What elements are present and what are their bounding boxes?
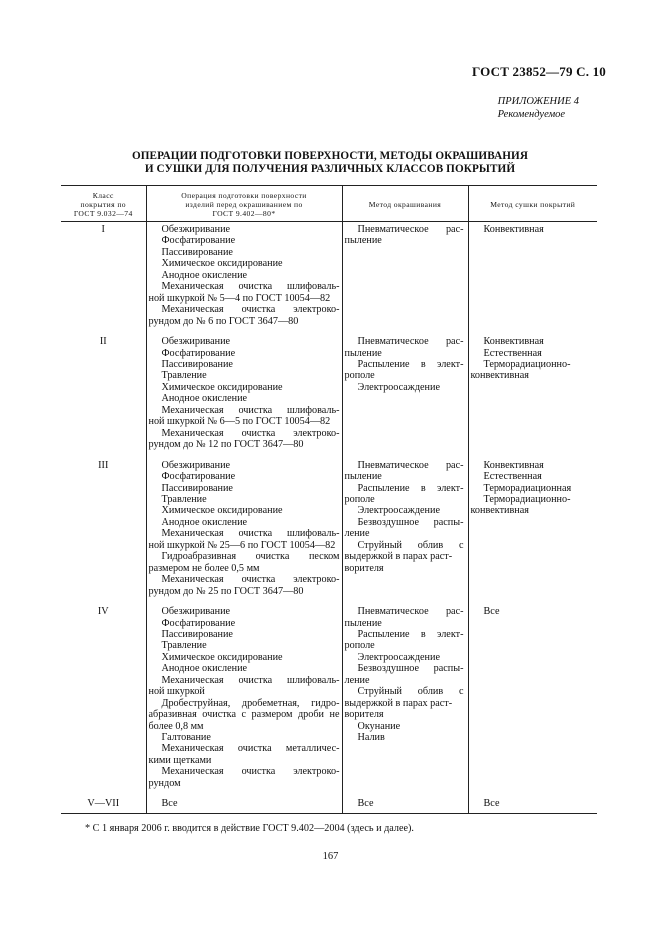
cell-line: кими щетками: [148, 754, 212, 766]
cell-line: Механическая очистка электроко-: [161, 574, 340, 586]
cell-line: пыление: [344, 347, 382, 359]
cell-line: Механическая очистка шлифоваль-: [161, 674, 340, 686]
drying-method-cell: [468, 334, 597, 458]
header-class-line-3: ГОСТ 9.032—74: [73, 209, 133, 218]
cell-line: ление: [344, 528, 370, 540]
cell-line: Все: [483, 798, 500, 810]
cell-line: Обезжиривание: [161, 336, 231, 348]
cell-line: Фосфатирование: [161, 347, 236, 359]
document-reference: ГОСТ 23852—79 С. 10: [472, 64, 606, 79]
cell-line: Гидроабразивная очистка песком: [161, 551, 340, 563]
cell-line: ной шкуркой: [148, 686, 205, 698]
cell-line: Распыление в элект-: [357, 482, 464, 494]
cell-line: Анодное окисление: [161, 269, 248, 281]
drying-method-cell: [468, 604, 597, 796]
cell-line: пыление: [344, 471, 382, 483]
preparation-cell: [146, 334, 342, 458]
table-row: [61, 222, 597, 335]
cell-line: Пневматическое рас-: [357, 224, 464, 235]
cell-line: Химическое оксидирование: [161, 258, 283, 270]
header-class-line-1: Класс: [92, 191, 114, 200]
cell-line: рундом до № 25 по ГОСТ 3647—80: [148, 585, 304, 597]
table-title: [60, 150, 600, 176]
header-prep-line-1: Операция подготовки поверхности: [181, 191, 307, 200]
cell-line: Безвоздушное распы-: [357, 516, 464, 528]
cell-line: ной шкуркой № 6—5 по ГОСТ 10054—82: [148, 416, 331, 428]
cell-line: рундом: [148, 777, 181, 789]
cell-line: конвективная: [470, 370, 529, 382]
cell-line: Электроосаждение: [357, 505, 440, 517]
cell-line: Терморадиационно-: [483, 358, 571, 370]
cell-line: рундом до № 12 по ГОСТ 3647—80: [148, 439, 304, 451]
cell-line: более 0,8 мм: [148, 720, 204, 732]
cell-line: Терморадиационно-: [483, 493, 571, 505]
cell-line: ной шкуркой № 25—6 по ГОСТ 10054—82: [148, 539, 336, 551]
painting-method-cell: [342, 796, 468, 813]
header-painting-method: Метод окрашивания: [342, 186, 468, 222]
header-preparation: [146, 186, 342, 222]
cell-line: Струйный облив с: [357, 539, 464, 551]
cell-line: Анодное окисление: [161, 393, 248, 405]
coating-classes-table: [61, 185, 597, 814]
cell-line: рундом до № 6 по ГОСТ 3647—80: [148, 315, 299, 327]
painting-method-cell: [342, 604, 468, 796]
cell-line: Естественная: [483, 471, 542, 483]
appendix-status: Рекомендуемое: [497, 109, 566, 120]
cell-line: Обезжиривание: [161, 606, 231, 618]
header-prep-line-2: изделий перед окрашиванием по: [185, 200, 303, 209]
cell-line: Химическое оксидирование: [161, 651, 283, 663]
preparation-cell: [146, 604, 342, 796]
coating-class-cell: V—VII: [61, 796, 146, 813]
cell-line: Электроосаждение: [357, 381, 440, 393]
cell-line: ной шкуркой № 5—4 по ГОСТ 10054—82: [148, 292, 331, 304]
painting-method-cell: [342, 222, 468, 335]
cell-line: Пассивирование: [161, 628, 233, 640]
cell-line: ворителя: [344, 562, 384, 574]
coating-class-cell: IV: [97, 606, 109, 618]
header-prep-line-3: ГОСТ 9.402—80*: [212, 209, 276, 218]
preparation-cell: [146, 796, 342, 813]
cell-line: Фосфатирование: [161, 617, 236, 629]
table-row: [61, 604, 597, 796]
title-line-2: И СУШКИ ДЛЯ ПОЛУЧЕНИЯ РАЗЛИЧНЫХ КЛАССОВ ПОКРЫТИЙ: [144, 163, 516, 175]
cell-line: Налив: [357, 732, 385, 744]
drying-method-cell: [468, 222, 597, 335]
cell-line: Химическое оксидирование: [161, 505, 283, 517]
cell-line: Пассивирование: [161, 246, 233, 258]
cell-line: Распыление в элект-: [357, 628, 464, 640]
cell-line: Терморадиационная: [483, 482, 572, 494]
painting-method-cell: [342, 458, 468, 604]
page-number: 167: [322, 851, 339, 862]
drying-method-cell: [468, 458, 597, 604]
cell-line: Безвоздушное распы-: [357, 663, 464, 675]
cell-line: Обезжиривание: [161, 459, 231, 471]
cell-line: Конвективная: [483, 459, 544, 471]
header-class: [61, 186, 146, 222]
cell-line: пыление: [344, 617, 382, 629]
cell-line: Все: [357, 798, 374, 810]
cell-line: Все: [483, 606, 500, 618]
cell-line: Дробеструйная, дробеметная, гидро-: [161, 697, 340, 709]
cell-line: ворителя: [344, 709, 384, 721]
cell-line: Распыление в элект-: [357, 358, 464, 370]
cell-line: Механическая очистка шлифоваль-: [161, 528, 340, 540]
cell-line: рополе: [344, 640, 375, 652]
cell-line: Механическая очистка шлифоваль-: [161, 281, 340, 293]
cell-line: рополе: [344, 370, 375, 382]
appendix-label: ПРИЛОЖЕНИЕ 4: [497, 96, 579, 107]
table-row: [61, 458, 597, 604]
cell-line: Конвективная: [483, 224, 544, 235]
coating-class-cell: III: [98, 459, 109, 471]
cell-line: Травление: [161, 370, 207, 382]
cell-line: Электроосаждение: [357, 651, 440, 663]
cell-line: Конвективная: [483, 336, 544, 348]
coating-class-cell: II: [99, 336, 107, 348]
title-line-1: ОПЕРАЦИИ ПОДГОТОВКИ ПОВЕРХНОСТИ, МЕТОДЫ ОКРАШИВАНИЯ: [131, 150, 529, 162]
cell-line: Струйный облив с: [357, 686, 464, 698]
cell-line: Механическая очистка электроко-: [161, 427, 340, 439]
cell-line: конвективная: [470, 505, 529, 517]
cell-line: Пневматическое рас-: [357, 459, 464, 471]
cell-line: Обезжиривание: [161, 224, 231, 235]
cell-line: Фосфатирование: [161, 471, 236, 483]
table-row: [61, 334, 597, 458]
header-class-line-2: покрытия по: [80, 200, 126, 209]
cell-line: Травление: [161, 640, 207, 652]
cell-line: Механическая очистка шлифоваль-: [161, 404, 340, 416]
cell-line: рополе: [344, 493, 375, 505]
cell-line: Механическая очистка электроко-: [161, 766, 340, 778]
cell-line: Пневматическое рас-: [357, 336, 464, 348]
footnote: * С 1 января 2006 г. вводится в действие ГОСТ 9.402—2004 (здесь и далее).: [85, 823, 414, 834]
cell-line: Фосфатирование: [161, 235, 236, 247]
drying-method-cell: [468, 796, 597, 813]
cell-line: Анодное окисление: [161, 516, 248, 528]
cell-line: Галтование: [161, 732, 211, 744]
cell-line: размером не более 0,5 мм: [148, 562, 260, 574]
painting-method-cell: [342, 334, 468, 458]
cell-line: абразивная очистка с размером дроби не: [148, 709, 340, 721]
cell-line: Пассивирование: [161, 358, 233, 370]
cell-line: Травление: [161, 493, 207, 505]
cell-line: выдержкой в парах раст-: [344, 697, 453, 709]
cell-line: Механическая очистка электроко-: [161, 304, 340, 316]
cell-line: Механическая очистка металличес-: [161, 743, 340, 755]
cell-line: Все: [161, 798, 178, 810]
preparation-cell: [146, 458, 342, 604]
cell-line: пыление: [344, 235, 382, 247]
table-row: [61, 796, 597, 813]
cell-line: Окунание: [357, 720, 401, 732]
cell-line: Пневматическое рас-: [357, 606, 464, 618]
appendix-block: [498, 95, 579, 121]
cell-line: Пассивирование: [161, 482, 233, 494]
preparation-cell: [146, 222, 342, 335]
cell-line: выдержкой в парах раст-: [344, 551, 453, 563]
header-drying-method: Метод сушки покрытий: [468, 186, 597, 222]
cell-line: ление: [344, 674, 370, 686]
cell-line: Химическое оксидирование: [161, 381, 283, 393]
cell-line: Естественная: [483, 347, 542, 359]
table-header-row: [61, 186, 597, 222]
coating-class-cell: I: [101, 224, 105, 235]
cell-line: Анодное окисление: [161, 663, 248, 675]
